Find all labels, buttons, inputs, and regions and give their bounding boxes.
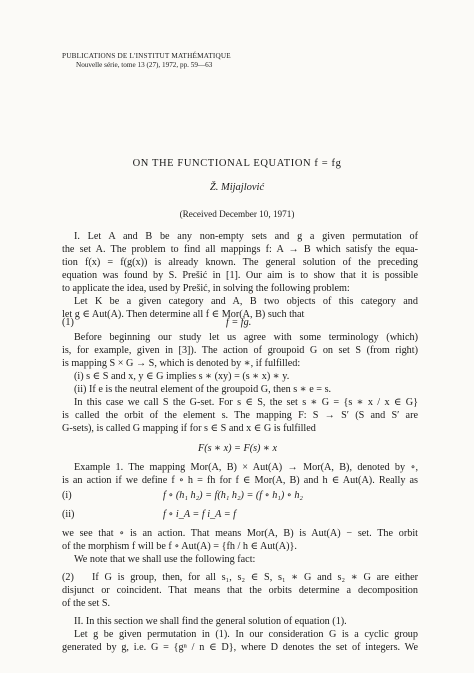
example-i-equation: f ∘ (h₁ h₂) = f(h₁ h₂) = (f ∘ h₁) ∘ h₂ [163, 490, 303, 501]
example-ii-equation: f ∘ i_A = f i_A = f [163, 509, 236, 520]
journal-header [62, 52, 231, 70]
body-line: In this case we call S the G-set. For s ∈ S, the set s ∗ G = {s ∗ x / x ∈ G} [74, 397, 418, 408]
body-line: is, for example, given in [3]). The action of groupoid G on set S (from right) [62, 345, 418, 356]
example-i-label: (i) [62, 490, 72, 501]
body-line: generated by g, i.e. G = {gⁿ / n ∈ D}, where D denotes the set of integers. We [62, 642, 418, 653]
received-date: (Received December 10, 1971) [179, 209, 295, 219]
body-line: I. Let A and B be any non-empty sets and g a given permutation of [74, 231, 418, 242]
section-ii-heading-line: II. In this section we shall find the general solution of equation (1). [74, 616, 347, 627]
body-line: we see that ∘ is an action. That means Mor(A, B) is Aut(A) − set. The orbit [62, 528, 418, 539]
body-line: We note that we shall use the following fact: [74, 554, 256, 565]
body-line: Example 1. The mapping Mor(A, B) × Aut(A) → Mor(A, B), denoted by ∘, [74, 462, 418, 473]
journal-name: PUBLICATIONS DE L'INSTITUT MATHÉMATIQUE [62, 52, 231, 60]
body-line: G-sets), is called G mapping if for s ∈ S and x ∈ G is fulfilled [62, 423, 316, 434]
body-line: is called the orbit of the element s. The mapping F: S → S′ (S and S′ are [62, 410, 418, 421]
example-ii-label: (ii) [62, 509, 75, 520]
body-line: tion f(x) = f(g(x)) is already known. The general solution of the preceding [62, 257, 418, 268]
paper-title: ON THE FUNCTIONAL EQUATION f = fg [132, 158, 342, 169]
body-line: Before beginning our study let us agree with some terminology (which) [74, 332, 418, 343]
body-line: disjunct or coincident. That means that the orbits determine a decomposition [62, 585, 418, 596]
body-line: let g ∈ Aut(A). Then determine all f ∈ Mor(A, B) such that [62, 309, 305, 320]
body-line: the set A. The problem to find all mappings f: A → B which satisfy the equa- [62, 244, 418, 255]
paper-author: Ž. Mijajlović [209, 182, 265, 193]
body-line: If G is group, then, for all s₁, s₂ ∈ S, s₁ ∗ G and s₂ ∗ G are either [92, 572, 418, 583]
journal-volume: Nouvelle série, tome 13 (27), 1972, pp. 59—63 [76, 61, 213, 69]
body-line: of the set S. [62, 598, 111, 609]
g-mapping-equation: F(s ∗ x) = F(s) ∗ x [198, 443, 277, 454]
body-line: Let K be a given category and A, B two objects of this category and [74, 296, 418, 307]
body-line: is an action if we define f ∘ h = fh for f ∈ Mor(A, B) and h ∈ Aut(A). Really as [62, 475, 418, 486]
body-line: of the morphism f will be f ∘ Aut(A) = {fh / h ∈ Aut(A)}. [62, 541, 297, 552]
body-line: equation was found by S. Prešić in [1]. Our aim is to show that it is possible [62, 270, 418, 281]
equation-1: f = fg. [226, 317, 252, 328]
equation-1-label: (1) [62, 317, 74, 328]
body-line: is mapping S × G → S, which is denoted by ∗, if fulfilled: [62, 358, 301, 369]
body-line: (i) s ∈ S and x, y ∈ G implies s ∗ (xy) = (s ∗ x) ∗ y. [74, 371, 290, 382]
body-line: Let g be given permutation in (1). In our consideration G is a cyclic group [74, 629, 418, 640]
fact-2-label: (2) [62, 572, 74, 583]
body-line: to applicate the idea, used by Prešić, in solving the following problem: [62, 283, 350, 294]
body-line: (ii) If e is the neutral element of the groupoid G, then s ∗ e = s. [74, 384, 332, 395]
